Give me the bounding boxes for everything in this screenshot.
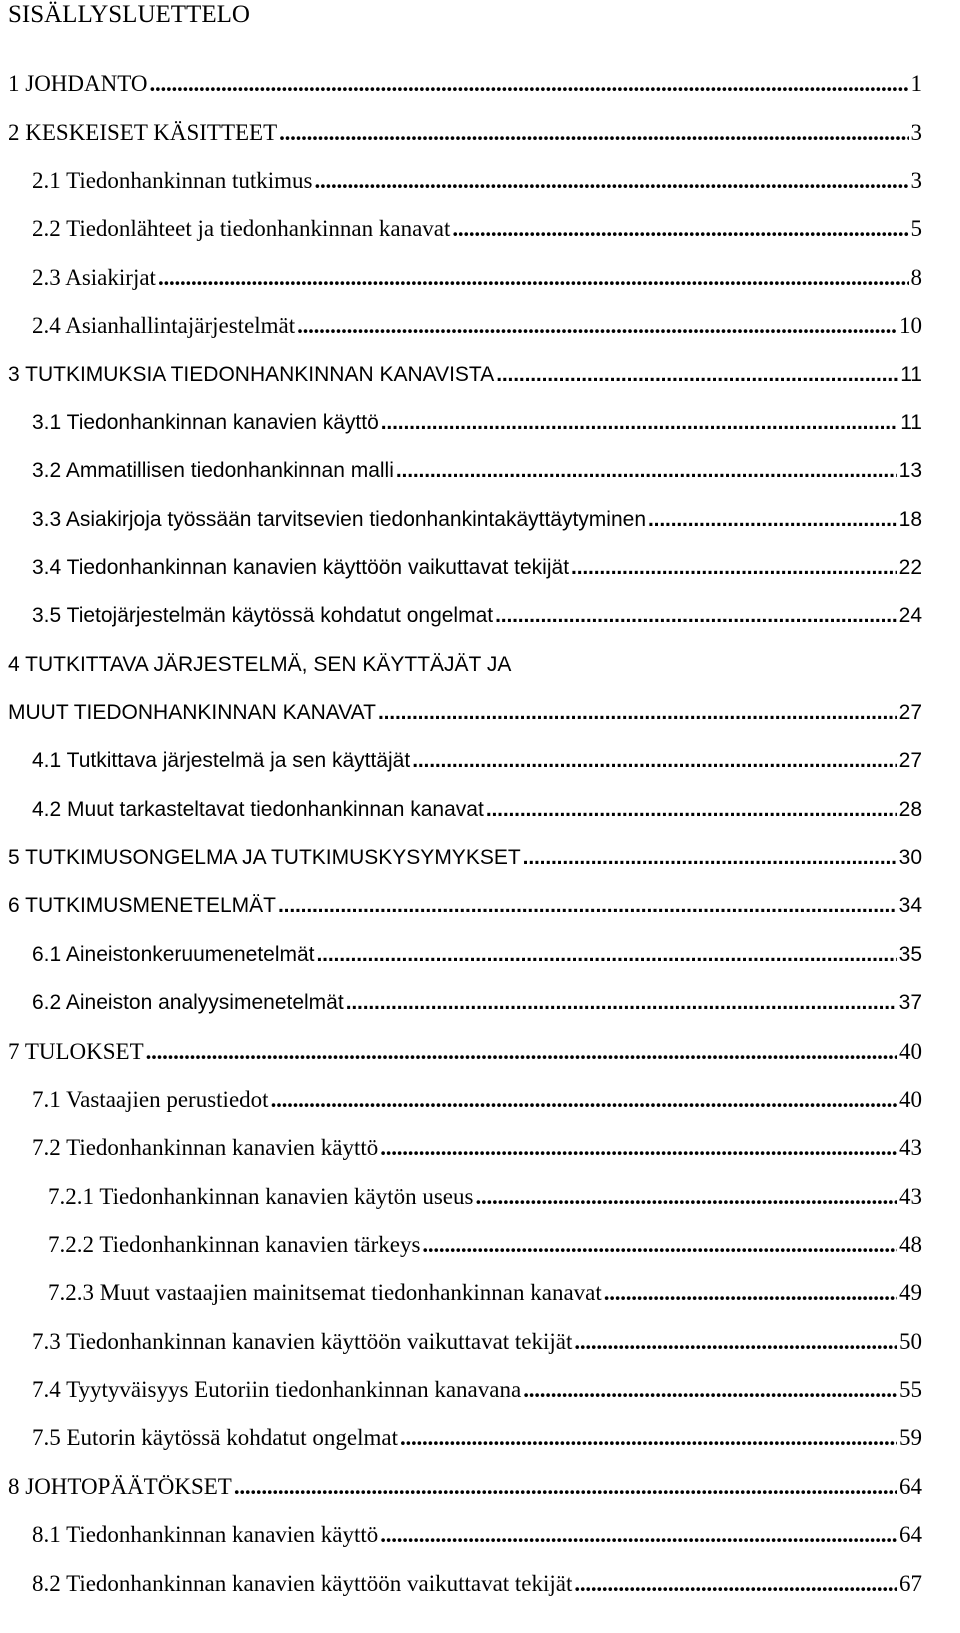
- toc-entry[interactable]: [32, 1373, 922, 1405]
- toc-entry-page: 48: [899, 1232, 922, 1257]
- toc-entry[interactable]: [48, 1180, 922, 1212]
- dot-leader: [396, 456, 897, 486]
- toc-entry-label: 3.3 Asiakirjoja työssään tarvitsevien tiedonhankintakäyttäytyminen: [32, 508, 647, 531]
- toc-entry-label: 8.1 Tiedonhankinnan kanavien käyttö: [32, 1522, 379, 1547]
- toc-entry-label: 6.2 Aineiston analyysimenetelmät: [32, 991, 344, 1014]
- toc-entry-label: 7.5 Eutorin käytössä kohdatut ongelmat: [32, 1425, 399, 1450]
- dot-leader: [571, 553, 897, 583]
- dot-leader: [495, 601, 897, 631]
- toc-entry[interactable]: [32, 1131, 922, 1163]
- toc-entry-label-continued[interactable]: 4 TUTKITTAVA JÄRJESTELMÄ, SEN KÄYTTÄJÄT JA: [8, 653, 512, 676]
- toc-entry-page: 1: [910, 71, 922, 96]
- toc-entry-page: 64: [899, 1522, 922, 1547]
- toc-entry-label: 7.3 Tiedonhankinnan kanavien käyttöön vaikuttavat tekijät: [32, 1329, 573, 1354]
- toc-entry-page: 13: [898, 459, 922, 482]
- toc-entry-page: 27: [898, 749, 922, 772]
- dot-leader: [271, 1085, 897, 1115]
- toc-entry-page: 64: [899, 1474, 922, 1499]
- dot-leader: [523, 1375, 897, 1405]
- toc-entry[interactable]: [32, 1421, 922, 1453]
- dot-leader: [234, 1472, 897, 1502]
- dot-leader: [486, 795, 897, 825]
- toc-entry-page: 55: [899, 1377, 922, 1402]
- toc-entry-page: 27: [898, 701, 922, 724]
- dot-leader: [381, 408, 898, 438]
- toc-entry[interactable]: [32, 261, 922, 293]
- toc-entry-page: 59: [899, 1425, 922, 1450]
- toc-entry-page: 49: [899, 1280, 922, 1305]
- toc-entry[interactable]: [8, 116, 922, 148]
- toc-entry[interactable]: [32, 744, 922, 776]
- toc-entry[interactable]: [48, 1228, 922, 1260]
- toc-entry-label: 7.4 Tyytyväisyys Eutoriin tiedonhankinnan kanavana: [32, 1377, 522, 1402]
- dot-leader: [279, 118, 908, 148]
- toc-entry-page: 43: [899, 1135, 922, 1160]
- toc-entry[interactable]: [32, 503, 922, 535]
- toc-entry-page: 5: [910, 216, 922, 241]
- dot-leader: [648, 505, 897, 535]
- toc-entry[interactable]: [32, 309, 922, 341]
- dot-leader: [523, 843, 897, 873]
- toc-entry-label: 8 JOHTOPÄÄTÖKSET: [8, 1474, 232, 1499]
- page-title: SISÄLLYSLUETTELO: [8, 1, 250, 28]
- toc-entry-label: 1 JOHDANTO: [8, 71, 148, 96]
- toc-entry[interactable]: [8, 696, 922, 728]
- toc-entry[interactable]: [32, 986, 922, 1018]
- toc-entry-label: 2.1 Tiedonhankinnan tutkimus: [32, 168, 313, 193]
- dot-leader: [574, 1569, 897, 1599]
- toc-entry-label: 6 TUTKIMUSMENETELMÄT: [8, 894, 276, 917]
- toc-entry-label: 7.2.3 Muut vastaajien mainitsemat tiedonhankinnan kanavat: [48, 1280, 602, 1305]
- toc-entry-label: 2.3 Asiakirjat: [32, 265, 156, 290]
- toc-entry-label: 3.4 Tiedonhankinnan kanavien käyttöön vaikuttavat tekijät: [32, 556, 570, 579]
- toc-entry[interactable]: [8, 358, 922, 390]
- dot-leader: [150, 69, 909, 99]
- toc-entry-page: 10: [899, 313, 922, 338]
- toc-entry-page: 11: [900, 363, 922, 386]
- toc-entry[interactable]: [32, 454, 922, 486]
- toc-entry-label: 7.2.2 Tiedonhankinnan kanavien tärkeys: [48, 1232, 421, 1257]
- toc-entry-page: 67: [899, 1571, 922, 1596]
- toc-entry-page: 40: [899, 1087, 922, 1112]
- toc-entry[interactable]: [48, 1276, 922, 1308]
- dot-leader: [380, 1520, 897, 1550]
- dot-leader: [146, 1037, 897, 1067]
- toc-entry-label: 7.2.1 Tiedonhankinnan kanavien käytön useus: [48, 1184, 474, 1209]
- dot-leader: [278, 891, 897, 921]
- toc-entry[interactable]: [32, 793, 922, 825]
- toc-entry[interactable]: [32, 1083, 922, 1115]
- toc-entry-page: 40: [899, 1039, 922, 1064]
- toc-entry-label: 7 TULOKSET: [8, 1039, 144, 1064]
- toc-entry-label: 2 KESKEISET KÄSITTEET: [8, 120, 278, 145]
- toc-entry-page: 24: [898, 604, 922, 627]
- toc-entry[interactable]: [32, 938, 922, 970]
- dot-leader: [475, 1182, 897, 1212]
- dot-leader: [315, 166, 909, 196]
- toc-entry-label: 8.2 Tiedonhankinnan kanavien käyttöön vaikuttavat tekijät: [32, 1571, 573, 1596]
- toc-entry-label: 2.2 Tiedonlähteet ja tiedonhankinnan kanavat: [32, 216, 451, 241]
- toc-entry-page: 30: [898, 846, 922, 869]
- toc-entry-label: 2.4 Asianhallintajärjestelmät: [32, 313, 296, 338]
- dot-leader: [496, 360, 898, 390]
- dot-leader: [422, 1230, 897, 1260]
- toc-entry[interactable]: [32, 551, 922, 583]
- toc-entry-page: 18: [898, 508, 922, 531]
- toc-entry[interactable]: [32, 164, 922, 196]
- toc-entry[interactable]: [8, 67, 922, 99]
- toc-entry-label: MUUT TIEDONHANKINNAN KANAVAT: [8, 701, 376, 724]
- toc-entry-page: 3: [910, 168, 922, 193]
- dot-leader: [380, 1133, 897, 1163]
- dot-leader: [452, 214, 908, 244]
- toc-entry[interactable]: [32, 1567, 922, 1599]
- toc-entry-label: 3.2 Ammatillisen tiedonhankinnan malli: [32, 459, 394, 482]
- toc-entry[interactable]: [8, 889, 922, 921]
- toc-entry-page: 22: [898, 556, 922, 579]
- toc-entry-page: 50: [899, 1329, 922, 1354]
- toc-entry-label: 3.1 Tiedonhankinnan kanavien käyttö: [32, 411, 379, 434]
- toc-entry[interactable]: [8, 841, 922, 873]
- toc-entry-page: 35: [898, 943, 922, 966]
- dot-leader: [317, 940, 897, 970]
- dot-leader: [158, 263, 909, 293]
- toc-entry-page: 3: [910, 120, 922, 145]
- toc-entry-label: 5 TUTKIMUSONGELMA JA TUTKIMUSKYSYMYKSET: [8, 846, 521, 869]
- dot-leader: [574, 1327, 897, 1357]
- toc-entry[interactable]: [32, 406, 922, 438]
- dot-leader: [412, 746, 896, 776]
- toc-entry-label: 7.2 Tiedonhankinnan kanavien käyttö: [32, 1135, 379, 1160]
- dot-leader: [604, 1278, 897, 1308]
- toc-entry[interactable]: [32, 599, 922, 631]
- dot-leader: [400, 1423, 897, 1453]
- toc-entry[interactable]: [32, 212, 922, 244]
- toc-entry-label: 7.1 Vastaajien perustiedot: [32, 1087, 269, 1112]
- toc-entry-label: 3 TUTKIMUKSIA TIEDONHANKINNAN KANAVISTA: [8, 363, 495, 386]
- dot-leader: [297, 311, 897, 341]
- toc-entry[interactable]: [8, 1035, 922, 1067]
- dot-leader: [378, 698, 897, 728]
- toc-entry[interactable]: [8, 1470, 922, 1502]
- toc-entry-page: 37: [898, 991, 922, 1014]
- toc-entry-page: 11: [900, 411, 922, 434]
- toc-entry-label: 4.1 Tutkittava järjestelmä ja sen käyttäjät: [32, 749, 411, 772]
- toc-entry[interactable]: [32, 1325, 922, 1357]
- toc-entry-label: 4.2 Muut tarkasteltavat tiedonhankinnan kanavat: [32, 798, 484, 821]
- toc-entry-label: 6.1 Aineistonkeruumenetelmät: [32, 943, 315, 966]
- toc-entry-page: 43: [899, 1184, 922, 1209]
- dot-leader: [346, 988, 897, 1018]
- toc-entry-label: 3.5 Tietojärjestelmän käytössä kohdatut ongelmat: [32, 604, 494, 627]
- toc-entry-page: 34: [898, 894, 922, 917]
- toc-entry-page: 8: [910, 265, 922, 290]
- toc-entry-page: 28: [898, 798, 922, 821]
- toc-entry[interactable]: [32, 1518, 922, 1550]
